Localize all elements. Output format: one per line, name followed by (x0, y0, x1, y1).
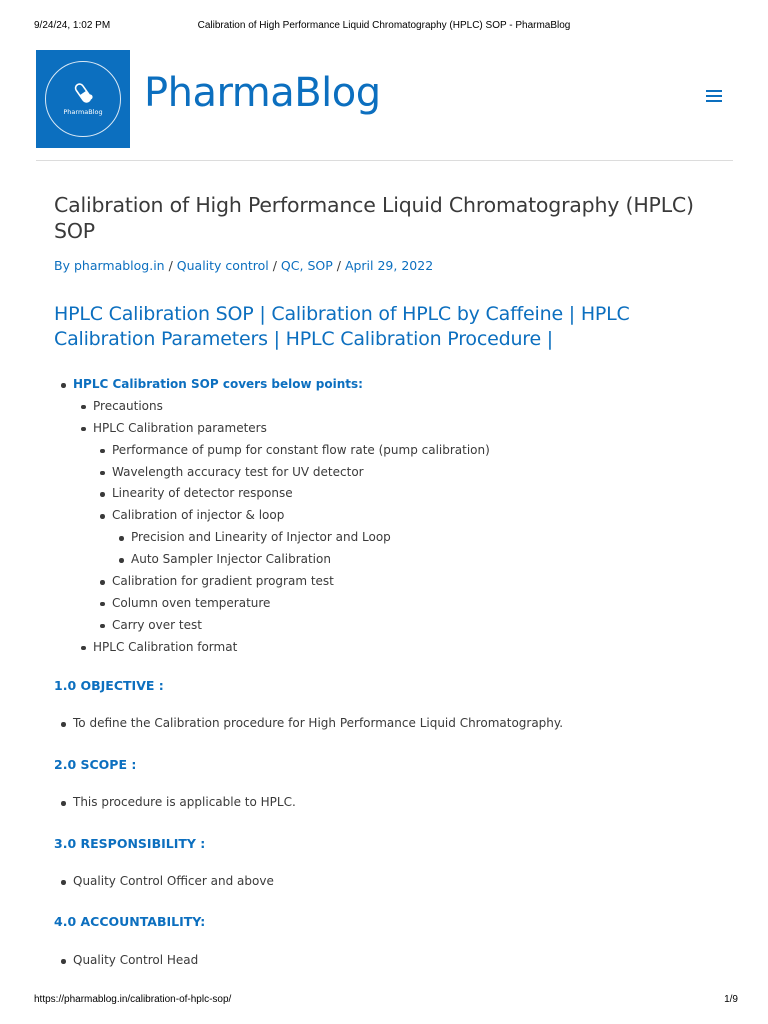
bullet (81, 646, 86, 651)
list-item-text: Linearity of detector response (112, 486, 293, 501)
topic-list-level-1 (54, 374, 694, 396)
list-item (112, 462, 694, 484)
bullet (81, 405, 86, 410)
list-item (93, 418, 694, 440)
section-heading-objective: 1.0 OBJECTIVE : (54, 678, 164, 693)
list-item-text: Calibration for gradient program test (112, 574, 334, 589)
section-item-objective (73, 716, 563, 730)
bullet (100, 624, 105, 629)
meta-by: By (54, 258, 70, 273)
list-item (93, 396, 694, 418)
meta-comma: , (299, 258, 308, 273)
print-datetime: 9/24/24, 1:02 PM (34, 20, 111, 31)
list-item-text: Carry over test (112, 617, 202, 632)
section-item-accountability (73, 953, 198, 967)
list-item-text: Auto Sampler Injector Calibration (131, 552, 331, 567)
bullet (61, 801, 66, 806)
article-meta (54, 258, 433, 273)
list-item-text: Wavelength accuracy test for UV detector (112, 464, 364, 479)
section-heading-responsibility: 3.0 RESPONSIBILITY : (54, 836, 206, 851)
bullet (61, 722, 66, 727)
topic-list-level-3 (93, 440, 694, 637)
bullet (100, 580, 105, 585)
bullet (119, 558, 124, 563)
bullet (100, 449, 105, 454)
content-heading: HPLC Calibration SOP | Calibration of HPLC by Caffeine | HPLC Calibration Parameters | HPLC Calibration Procedure | (54, 303, 630, 350)
print-page-number: 1/9 (724, 994, 738, 1005)
topic-list-level-2 (73, 396, 694, 659)
bullet (100, 492, 105, 497)
bullet (81, 427, 86, 432)
header-divider (36, 160, 733, 161)
section-heading-scope: 2.0 SCOPE : (54, 757, 137, 772)
logo-badge (45, 61, 121, 137)
section-item-text: Quality Control Head (73, 953, 199, 967)
article-title: Calibration of High Performance Liquid Chromatography (HPLC) SOP (54, 193, 694, 243)
list-item (93, 637, 694, 659)
capsule-pill-icon (72, 82, 94, 104)
section-heading-accountability: 4.0 ACCOUNTABILITY: (54, 914, 206, 929)
meta-category-link[interactable]: SOP (307, 258, 333, 273)
section-item-text: To define the Calibration procedure for High Performance Liquid Chromatography. (73, 716, 564, 730)
section-item-scope (73, 795, 296, 809)
menu-bar (706, 90, 722, 92)
bullet (119, 536, 124, 541)
bullet (100, 471, 105, 476)
list-item (112, 505, 694, 527)
list-item-text: Precautions (93, 398, 163, 413)
site-title[interactable]: PharmaBlog (144, 70, 381, 116)
list-item (112, 440, 694, 462)
meta-separator: / (336, 258, 345, 273)
meta-date-link[interactable]: April 29, 2022 (344, 258, 434, 273)
list-lead-text: HPLC Calibration SOP covers below points: (73, 377, 363, 391)
bullet (61, 959, 66, 964)
list-item (112, 593, 694, 615)
print-url: https://pharmablog.in/calibration-of-hplc-sop/ (34, 994, 232, 1005)
list-item-text: Calibration of injector & loop (112, 508, 285, 523)
topic-list-level-2-wrap (54, 396, 694, 659)
print-header (0, 16, 768, 32)
meta-separator: / (272, 258, 281, 273)
list-item-text: Performance of pump for constant flow rate (pump calibration) (112, 442, 490, 457)
list-item-text: Precision and Linearity of Injector and Loop (131, 530, 391, 545)
topic-list-level-4 (112, 527, 694, 571)
list-item-text: HPLC Calibration parameters (93, 420, 267, 435)
logo-text: PharmaBlog (63, 108, 103, 116)
list-item (73, 374, 694, 396)
site-header (36, 48, 733, 162)
list-item-text: Column oven temperature (112, 595, 271, 610)
list-item (131, 549, 694, 571)
print-footer (0, 992, 768, 1008)
menu-bar (706, 100, 722, 102)
meta-category-link[interactable]: QC (280, 258, 300, 273)
print-document-title: Calibration of High Performance Liquid Chromatography (HPLC) SOP - PharmaBlog (197, 20, 571, 31)
section-item-text: Quality Control Officer and above (73, 874, 274, 888)
list-item (112, 483, 694, 505)
menu-bar (706, 95, 722, 97)
topic-list (54, 374, 694, 659)
hamburger-menu-icon[interactable] (706, 90, 722, 104)
list-item (112, 615, 694, 637)
list-item (131, 527, 694, 549)
bullet (100, 602, 105, 607)
bullet (61, 383, 66, 388)
meta-category-link[interactable]: Quality control (176, 258, 269, 273)
bullet (100, 514, 105, 519)
bullet (61, 880, 66, 885)
meta-separator: / (168, 258, 177, 273)
meta-author-link[interactable]: pharmablog.in (73, 258, 165, 273)
section-item-text: This procedure is applicable to HPLC. (73, 795, 296, 809)
list-item-text: HPLC Calibration format (93, 639, 238, 654)
site-logo[interactable] (36, 50, 130, 148)
list-item (112, 571, 694, 593)
section-item-responsibility (73, 874, 274, 888)
